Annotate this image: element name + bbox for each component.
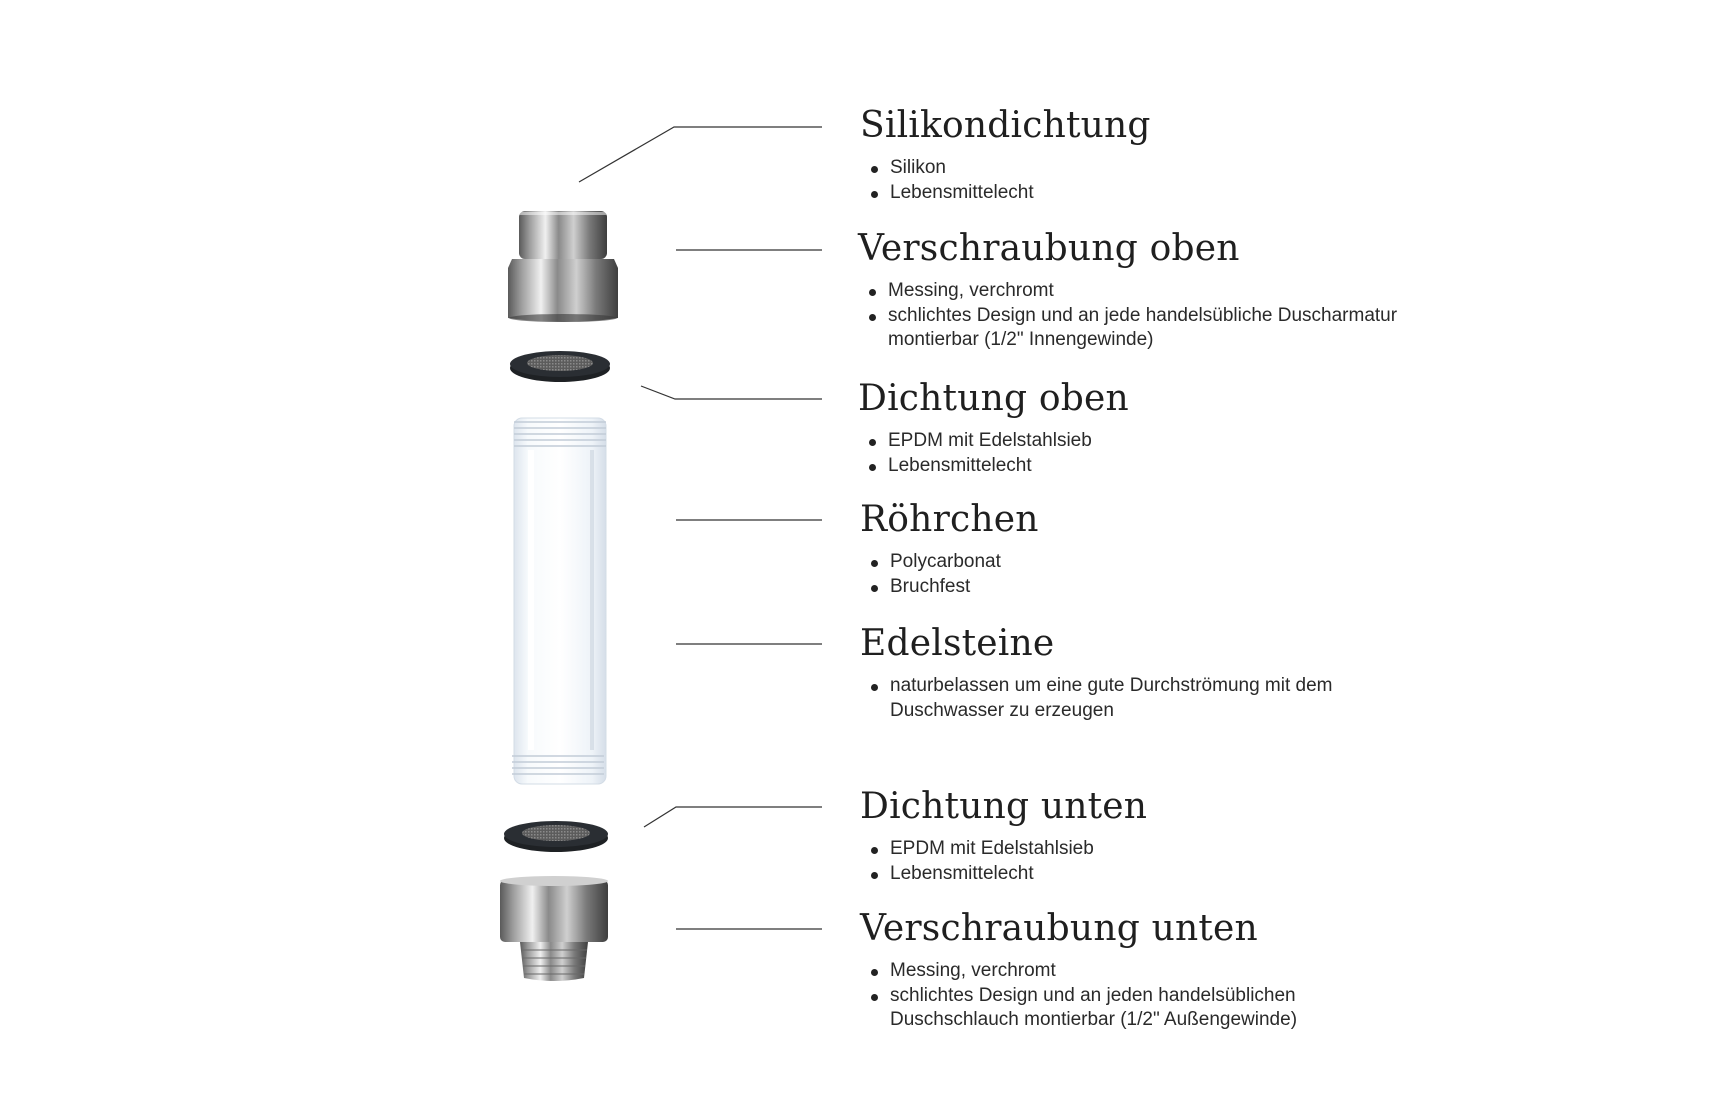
part-feature: Lebensmittelecht bbox=[890, 181, 1151, 206]
upper-fitting-image bbox=[508, 211, 618, 322]
leader-line-dichtung-unten bbox=[644, 807, 822, 827]
part-feature-list bbox=[860, 959, 1330, 1033]
part-title: Verschraubung unten bbox=[860, 908, 1258, 949]
part-feature: Lebensmittelecht bbox=[890, 862, 1147, 887]
part-feature-list bbox=[860, 674, 1380, 723]
upper-gasket-image bbox=[510, 351, 610, 382]
part-feature: schlichtes Design und an jeden handelsüblichen Duschschlauch montierbar (1/2" Außengewinde) bbox=[890, 984, 1330, 1033]
part-title: Röhrchen bbox=[860, 499, 1039, 540]
part-verschraubung-unten bbox=[860, 907, 1330, 1033]
tube-image bbox=[512, 418, 606, 784]
part-title: Dichtung unten bbox=[860, 786, 1148, 827]
part-title: Verschraubung oben bbox=[858, 228, 1240, 269]
part-feature: Polycarbonat bbox=[890, 550, 1039, 575]
part-feature: Silikon bbox=[890, 156, 1151, 181]
part-feature: EPDM mit Edelstahlsieb bbox=[888, 429, 1129, 454]
part-feature: naturbelassen um eine gute Durchströmung mit dem Duschwasser zu erzeugen bbox=[890, 674, 1380, 723]
part-feature-list bbox=[860, 550, 1039, 599]
part-dichtung-unten bbox=[860, 785, 1147, 886]
lower-gasket-image bbox=[504, 821, 608, 852]
part-feature-list bbox=[860, 837, 1147, 886]
leader-lines bbox=[579, 127, 822, 929]
part-edelsteine bbox=[860, 622, 1380, 723]
part-feature: Messing, verchromt bbox=[890, 959, 1330, 984]
part-dichtung-oben bbox=[858, 377, 1129, 478]
lower-fitting-image bbox=[500, 876, 608, 981]
part-title: Silikondichtung bbox=[860, 105, 1151, 146]
part-feature: EPDM mit Edelstahlsieb bbox=[890, 837, 1147, 862]
leader-line-dichtung-oben bbox=[641, 386, 822, 399]
part-feature: Bruchfest bbox=[890, 575, 1039, 600]
part-feature-list bbox=[858, 429, 1129, 478]
part-title: Edelsteine bbox=[860, 623, 1055, 664]
part-roehrchen bbox=[860, 498, 1039, 599]
part-feature: Messing, verchromt bbox=[888, 279, 1418, 304]
part-title: Dichtung oben bbox=[858, 378, 1129, 419]
part-verschraubung-oben bbox=[858, 227, 1418, 353]
part-feature: Lebensmittelecht bbox=[888, 454, 1129, 479]
part-feature-list bbox=[860, 156, 1151, 205]
part-feature: schlichtes Design und an jede handelsübliche Duscharmatur montierbar (1/2" Innengewinde) bbox=[888, 304, 1418, 353]
part-feature-list bbox=[858, 279, 1418, 353]
leader-line-silikondichtung bbox=[579, 127, 822, 182]
part-silikondichtung bbox=[860, 104, 1151, 205]
